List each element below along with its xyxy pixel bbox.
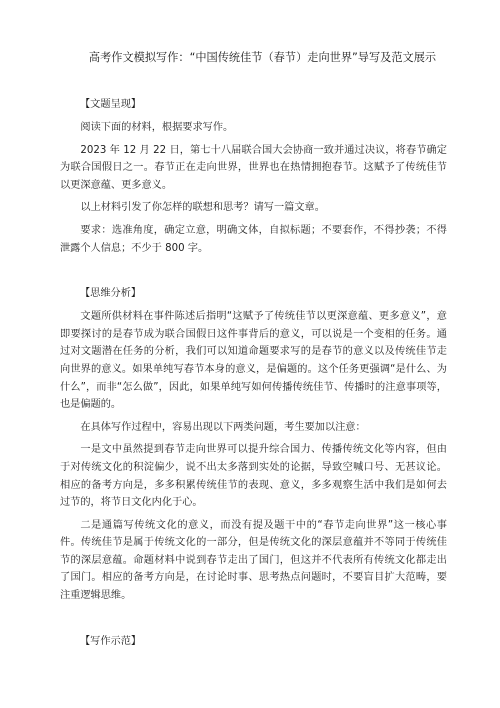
section-heading: 【写作示范】: [80, 635, 142, 647]
section-heading: 【文题呈现】: [80, 99, 142, 110]
paragraph: 以上材料引发了你怎样的联想和思考？请写一篇文章。: [80, 202, 325, 214]
section-prompt: [60, 97, 447, 257]
document-title: 高考作文模拟写作：“中国传统佳节（春节）走向世界”导写及范文展示: [88, 51, 437, 64]
section-example: [60, 634, 447, 649]
paragraph: 二是通篇写传统文化的意义，而没有提及题干中的“春节走向世界”这一核心事件。传统佳节是属于传统文化的一部分，但是传统文化的深层意蕴并不等同于传统佳节的深层意蕴。命题材料中说到春节走出了国门，但这并不代表所有传统文化都走出了国门。相应的备考方向是，在讨论时事、思考热点问题时，不要盲目扩大范畴，要注重逻辑思维。: [60, 519, 447, 602]
paragraph: 阅读下面的材料，根据要求写作。: [80, 122, 234, 133]
paragraph: 文题所供材料在事件陈述后指明“这赋予了传统佳节以更深意蕴、更多意义”，意即要探讨的是春节成为联合国假日这件事背后的意义，可以说是一个变相的任务。通过对文题潜在任务的分析，我们可以知道命题要求写的是春节的意义以及传统佳节走向世界的意义。如果单纯写春节本身的意义，是偏题的。这个任务更强调“是什么、为什么”，而非“怎么做”，因此，如果单纯写如何传播传统佳节、传播时的注意事项等，也是偏题的。: [60, 311, 447, 411]
section-heading: 【思维分析】: [80, 288, 142, 300]
paragraph: 要求：选准角度，确定立意，明确文体，自拟标题；不要套作，不得抄袭；不得泄露个人信息；不少于 800 字。: [60, 224, 447, 254]
paragraph: 一是文中虽然提到春节走向世界可以提升综合国力、传播传统文化等内容，但由于对传统文化的积淀偏少，说不出太多落到实处的论据，导致空喊口号、无甚议论。相应的备考方向是，多多积累传统佳节的表现、意义，多多观察生活中我们是如何去过节的，将节日文化内化于心。: [60, 444, 447, 509]
paragraph: 在具体写作过程中，容易出现以下两类问题，考生要加以注意：: [80, 421, 366, 433]
paragraph: 2023 年 12 月 22 日，第七十八届联合国大会协商一致并通过决议，将春节确定为联合国假日之一。春节正在走向世界，世界也在热情拥抱春节。这赋予了传统佳节以更深意蕴、更多意义。: [60, 144, 447, 191]
section-analysis: [60, 286, 447, 605]
